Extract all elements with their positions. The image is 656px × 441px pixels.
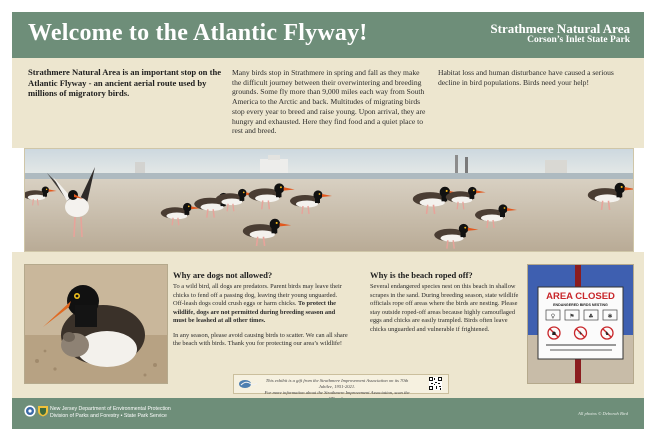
header-banner [12, 12, 644, 58]
dogs-p1-bold: To protect the wildlife, dogs are not permitted during breeding season and must be leashed at all other times. [173, 300, 336, 325]
area-closed-subtitle: ENDANGERED BIRDS NESTING [553, 303, 608, 307]
park-subtitle: Corson’s Inlet State Park [527, 34, 630, 45]
svg-text:✱: ✱ [607, 313, 613, 320]
roped-body [370, 283, 520, 340]
nj-dep-seal-icon [24, 405, 36, 417]
intro-panel [12, 58, 644, 148]
page-title: Welcome to the Atlantic Flyway! [28, 20, 368, 46]
roped-heading: Why is the beach roped off? [370, 270, 473, 280]
roped-p1: Several endangered species nest on this beach in shallow scrapes in the sand. During breeding season, state wildlife officials rope off areas where the birds are nesting. Please stay outside roped-off areas because highly camouflaged eggs and chicks are easily trampled. Birds often leave chicks unguarded and vulnerable if frightened. [370, 283, 519, 333]
svg-text:♣: ♣ [588, 313, 594, 320]
svg-text:♀: ♀ [550, 313, 556, 320]
area-closed-title: AREA CLOSED [546, 291, 615, 302]
dogs-p2: In any season, please avoid causing birds to scatter. We can all share the beach with birds. Thank you for protecting our area’s wildlife! [173, 331, 348, 348]
svg-text:⚑: ⚑ [569, 313, 575, 320]
svg-text:✈: ✈ [578, 331, 583, 337]
dogs-heading: Why are dogs not allowed? [173, 270, 273, 280]
credit-line-1: This exhibit is a gift from the Strathmere Improvement Association on its 70th Jubilee, 1951-2021. [265, 378, 409, 389]
park-brand [490, 22, 630, 46]
qr-code-icon[interactable] [429, 377, 442, 390]
intro-lead: Strathmere Natural Area is an important stop on the Atlantic Flyway - an ancient aerial route used by millions of migratory birds. [28, 67, 222, 99]
footer-banner [12, 398, 644, 429]
association-logo [238, 379, 258, 389]
parks-shield-icon [37, 405, 49, 417]
svg-text:♞: ♞ [604, 331, 610, 337]
oystercatcher-beach-photo [24, 148, 634, 252]
photo-credit: All photos © Deborah Bird [577, 411, 628, 416]
svg-text:☗: ☗ [551, 331, 557, 337]
intro-migration-text: Many birds stop in Strathmere in spring and fall as they make the difficult journey between their overwintering and breeding grounds. Some fly more than 9,000 miles each way from South America to the Arctic and back. Multitudes of migrating birds stop every year to breed and raise young. Upon arrival, they are hungry and exhausted. Here they find food and a quiet place to rest and breed. [232, 68, 426, 136]
agency-line-2: Division of Parks and Forestry • State Park Service [50, 412, 167, 419]
agency-line-1: New Jersey Department of Environmental Protection [50, 406, 171, 412]
park-name: Strathmere Natural Area [490, 21, 630, 36]
dogs-body [173, 283, 349, 355]
area-closed-sign-photo [527, 264, 634, 384]
agency-name [50, 406, 171, 420]
dogs-p1: To a wild bird, all dogs are predators. Parent birds may leave their chicks to fend off a passing dog, leaving their young unguarded. Off-leash dogs could crush eggs or harm chicks. [173, 283, 342, 308]
oystercatcher-chick-photo [24, 264, 168, 384]
intro-decline-text: Habitat loss and human disturbance have caused a serious decline in bird populations. Birds need your help! [438, 68, 614, 87]
credit-line-2: For more information about the Strathmere Improvement Association, scan the [264, 389, 410, 395]
credit-box [233, 374, 449, 394]
